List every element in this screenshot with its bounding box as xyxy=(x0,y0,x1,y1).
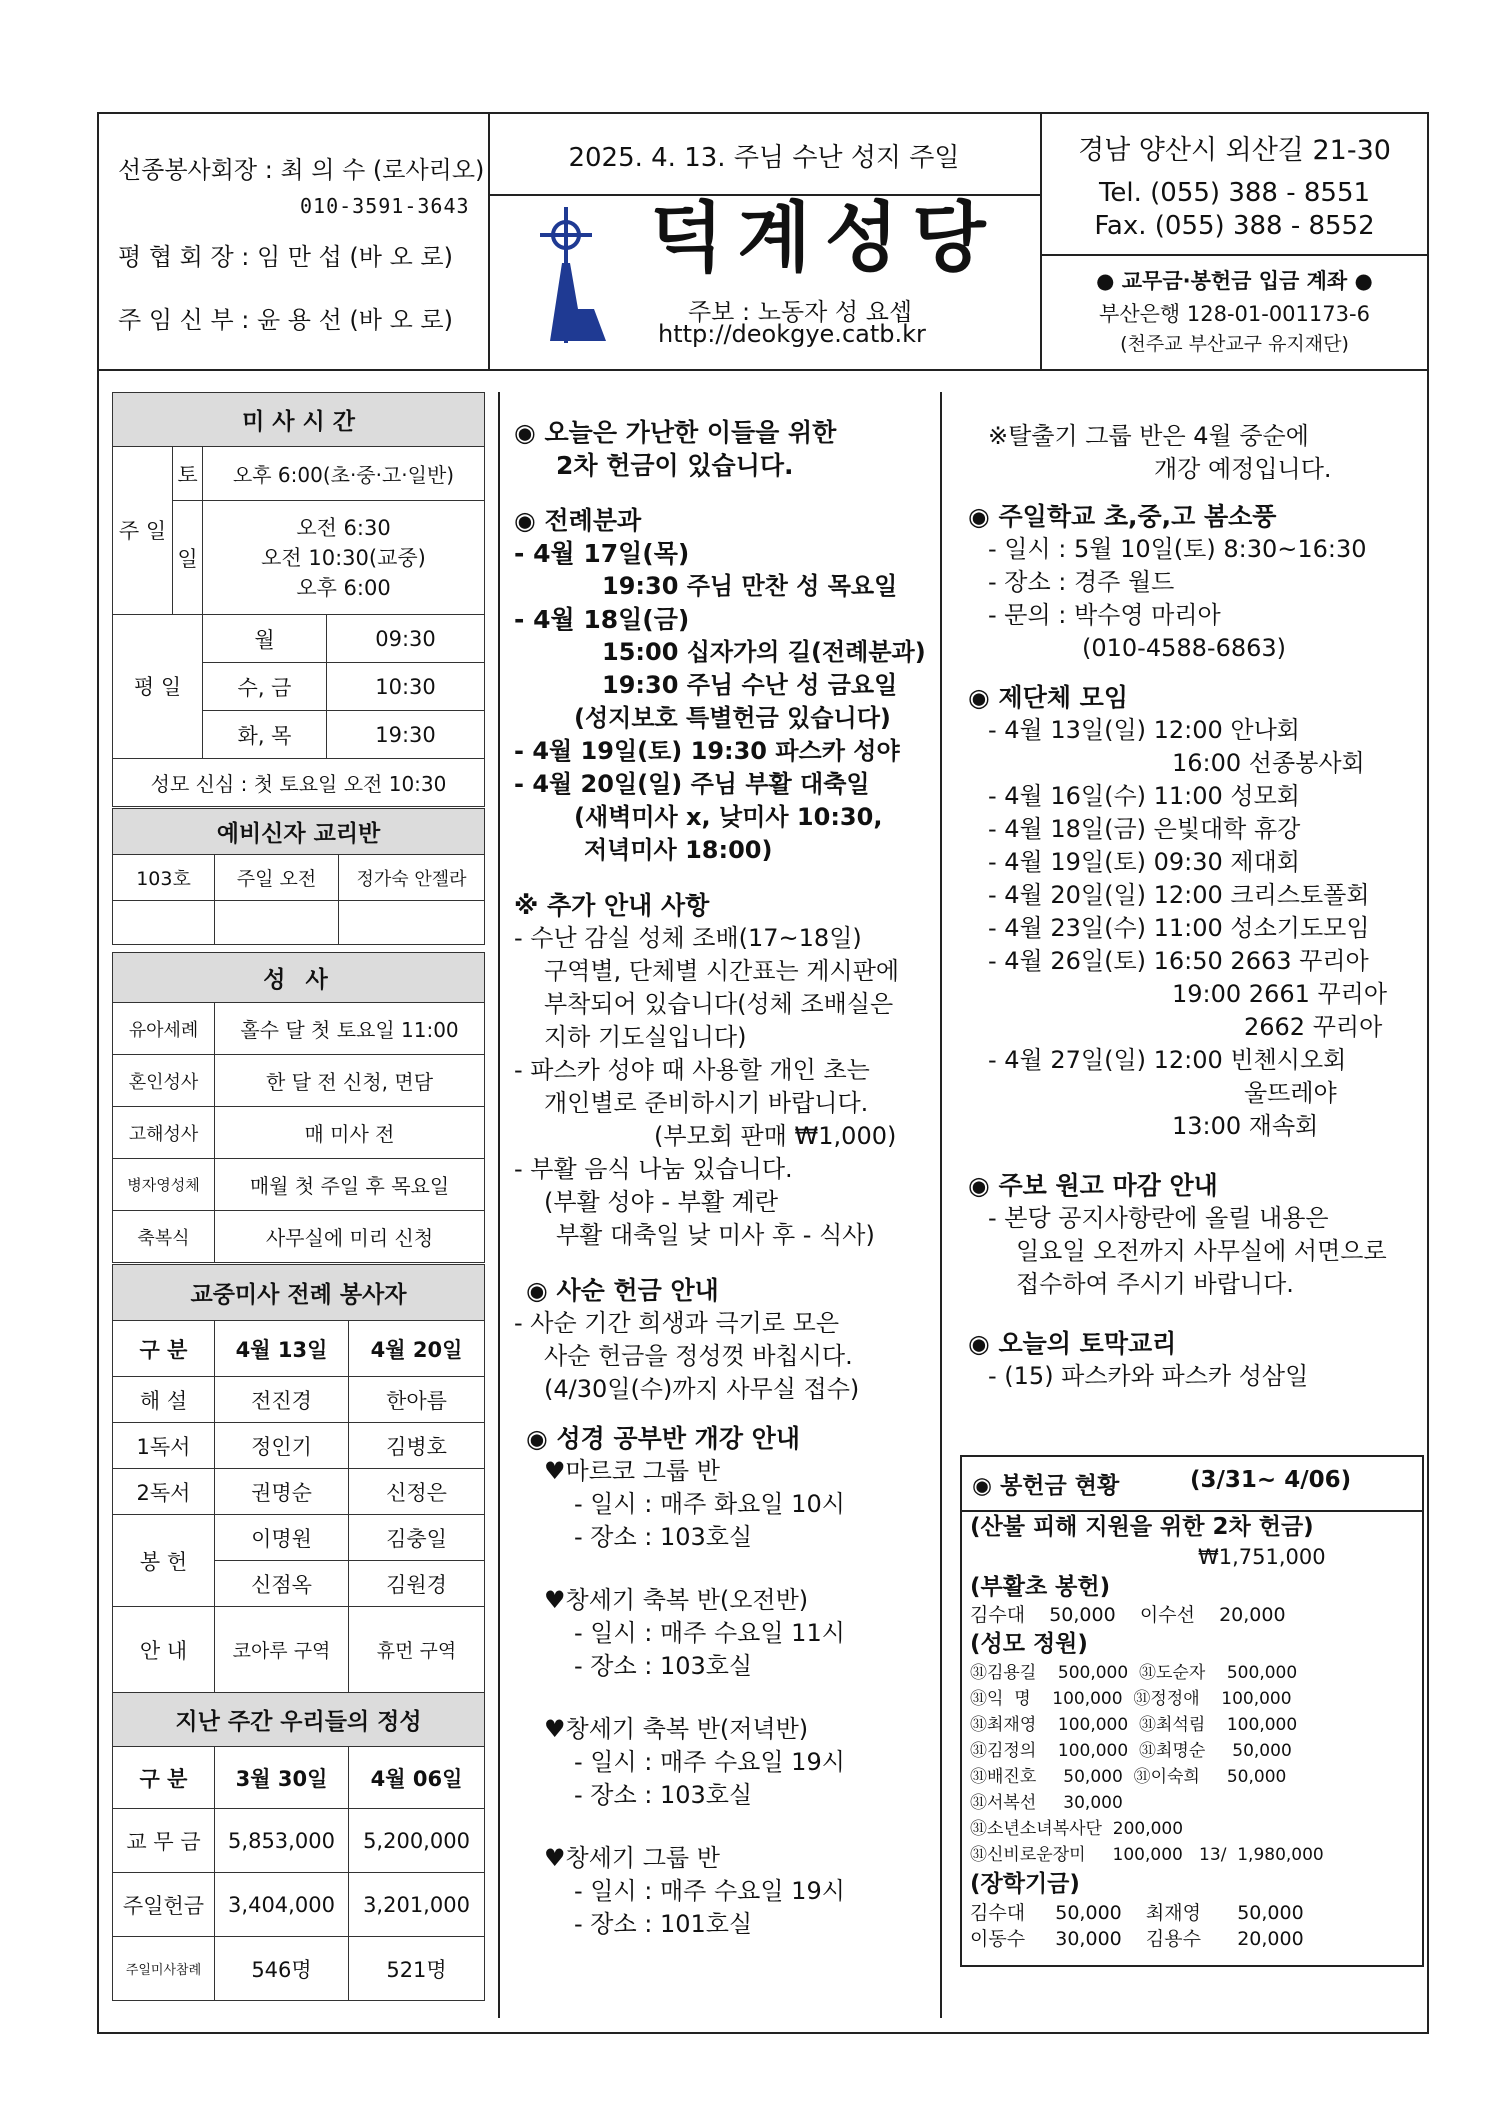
groups-meeting-line: 13:00 재속회 xyxy=(1172,1112,1319,1140)
church-name: 덕계성당 xyxy=(650,193,1000,282)
groups-meeting-line: 16:00 선종봉사회 xyxy=(1172,749,1365,777)
easter-candle-title: (부활초 봉헌) xyxy=(970,1574,1111,1600)
liturgy-line: 15:00 십자가의 길(전례분과) xyxy=(602,638,926,666)
saturday-time: 오후 6:00(초·중·고·일반) xyxy=(203,447,485,501)
server-name: 정인기 xyxy=(215,1423,349,1469)
weekday-label: 평 일 xyxy=(113,615,203,759)
server-role: 2독서 xyxy=(113,1469,215,1515)
server-name: 신점옥 xyxy=(215,1561,349,1607)
servers-header: 4월 20일 xyxy=(349,1321,485,1377)
date-title: 2025. 4. 13. 주님 수난 성지 주일 xyxy=(568,143,960,173)
extra-notice-line: 개인별로 준비하시기 바랍니다. xyxy=(544,1089,869,1117)
scholarship-line: 이동수 30,000 김용수 20,000 xyxy=(970,1928,1304,1950)
mary-garden-line: ㉛배진호 50,000 ㉛이숙희 50,000 xyxy=(970,1767,1287,1787)
website-link[interactable]: http://deokgye.catb.kr xyxy=(658,320,926,348)
liturgy-title: ◉ 전례분과 xyxy=(514,506,642,535)
officer-3: 주 임 신 부 : 윤 용 선 (바 오 로) xyxy=(118,306,453,334)
bulletin-deadline-line: 접수하여 주시기 바랍니다. xyxy=(1016,1270,1294,1298)
second-collection-subtitle: 2차 헌금이 있습니다. xyxy=(556,451,794,480)
weekday-day: 수, 금 xyxy=(203,663,327,711)
address: 경남 양산시 외산길 21-30 xyxy=(1078,135,1391,166)
groups-meeting-line: 2662 꾸리아 xyxy=(1244,1013,1383,1041)
patron: 주보 : 노동자 성 요셉 xyxy=(688,298,913,326)
liturgy-line: - 4월 17일(목) xyxy=(514,539,690,568)
server-name: 권명순 xyxy=(215,1469,349,1515)
servers-title: 교중미사 전례 봉사자 xyxy=(113,1265,485,1321)
liturgy-line: - 4월 18일(금) xyxy=(514,605,690,634)
groups-meeting-line: - 4월 23일(수) 11:00 성소기도모임 xyxy=(988,914,1370,942)
sacrament-desc: 사무실에 미리 신청 xyxy=(215,1211,485,1263)
lent-offering-line: - 사순 기간 희생과 극기로 모은 xyxy=(514,1309,840,1337)
groups-meeting-line: - 4월 20일(일) 12:00 크리스토폴회 xyxy=(988,881,1370,909)
mass-times-title: 미 사 시 간 xyxy=(113,393,485,447)
sunday-school-line: - 문의 : 박수영 마리아 xyxy=(988,601,1221,629)
sacrament-desc: 한 달 전 신청, 면담 xyxy=(215,1055,485,1107)
groups-meeting-line: - 4월 13일(일) 12:00 안나회 xyxy=(988,716,1300,744)
catechumen-room: 103호 xyxy=(113,855,215,901)
sacrament-desc: 홀수 달 첫 토요일 11:00 xyxy=(215,1003,485,1055)
catechumen-teacher: 정가숙 안젤라 xyxy=(339,855,485,901)
extra-notice-line: - 파스카 성야 때 사용할 개인 초는 xyxy=(514,1056,870,1084)
account-holder: (천주교 부산교구 유지재단) xyxy=(1120,333,1349,355)
catechism-title: ◉ 오늘의 토막교리 xyxy=(968,1329,1177,1358)
offering-label: 주일헌금 xyxy=(113,1873,215,1937)
bible-study-group: ♥창세기 축복 반(저녁반) xyxy=(544,1715,809,1743)
server-name: 휴먼 구역 xyxy=(349,1607,485,1693)
server-name: 김병호 xyxy=(349,1423,485,1469)
bible-study-place: - 장소 : 103호실 xyxy=(574,1652,753,1680)
catechumen-table xyxy=(112,808,485,945)
middle-column xyxy=(514,416,934,1941)
catechumen-title: 예비신자 교리반 xyxy=(113,809,485,855)
donations-period: (3/31~ 4/06) xyxy=(1190,1467,1352,1493)
bible-study-time: - 일시 : 매주 수요일 11시 xyxy=(574,1619,845,1647)
sunday-school-line: - 일시 : 5월 10일(토) 8:30~16:30 xyxy=(988,535,1367,563)
servers-table xyxy=(112,1264,485,1693)
sacraments-title: 성 사 xyxy=(113,953,485,1003)
server-name: 김원경 xyxy=(349,1561,485,1607)
liturgy-line: - 4월 20일(일) 주님 부활 대축일 xyxy=(514,770,870,798)
groups-meeting-line: - 4월 19일(토) 09:30 제대회 xyxy=(988,848,1300,876)
extra-notice-line: - 부활 음식 나눔 있습니다. xyxy=(514,1155,793,1183)
officer-phone: 010-3591-3643 xyxy=(300,194,470,218)
offering-value: 3,201,000 xyxy=(349,1873,485,1937)
servers-header: 구 분 xyxy=(113,1321,215,1377)
groups-meeting-line: 울뜨레야 xyxy=(1244,1079,1337,1107)
scholarship-title: (장학기금) xyxy=(970,1871,1080,1897)
officer-2: 평 협 회 장 : 임 만 섭 (바 오 로) xyxy=(118,243,453,271)
sunday-school-line: - 장소 : 경주 월드 xyxy=(988,568,1175,596)
donations-title: ◉ 봉헌금 현황 xyxy=(972,1473,1120,1499)
sacrament-name: 병자영성체 xyxy=(113,1159,215,1211)
sacrament-name: 축복식 xyxy=(113,1211,215,1263)
server-name: 신정은 xyxy=(349,1469,485,1515)
sacrament-name: 유아세례 xyxy=(113,1003,215,1055)
exodus-notice: 개강 예정입니다. xyxy=(1154,455,1332,483)
tel: Tel. (055) 388 - 8551 xyxy=(1098,178,1371,208)
groups-meeting-line: - 4월 27일(일) 12:00 빈첸시오회 xyxy=(988,1046,1347,1074)
bible-study-group: ♥마르코 그룹 반 xyxy=(544,1457,720,1485)
weekday-time: 10:30 xyxy=(327,663,485,711)
server-name: 코아루 구역 xyxy=(215,1607,349,1693)
weekday-time: 09:30 xyxy=(327,615,485,663)
offering-label: 주일미사참례 xyxy=(113,1937,215,2001)
offering-label: 교 무 금 xyxy=(113,1809,215,1873)
bible-study-group: ♥창세기 축복 반(오전반) xyxy=(544,1586,809,1614)
offering-value: 5,200,000 xyxy=(349,1809,485,1873)
groups-meeting-line: 19:00 2661 꾸리아 xyxy=(1172,980,1388,1008)
wildfire-amount: ₩1,751,000 xyxy=(1198,1545,1326,1569)
wildfire-title: (산불 피해 지원을 위한 2차 헌금) xyxy=(970,1514,1314,1540)
server-name: 이명원 xyxy=(215,1515,349,1561)
lent-offering-line: (4/30일(수)까지 사무실 접수) xyxy=(544,1375,860,1403)
sacrament-desc: 매 미사 전 xyxy=(215,1107,485,1159)
middle-column-border-left xyxy=(498,392,500,2018)
second-collection-title: ◉ 오늘은 가난한 이들을 위한 xyxy=(514,418,837,447)
liturgy-line: 19:30 주님 만찬 성 목요일 xyxy=(602,572,898,600)
marian-devotion-note: 성모 신심 : 첫 토요일 오전 10:30 xyxy=(113,759,485,807)
mary-garden-line: ㉛최재영 100,000 ㉛최석림 100,000 xyxy=(970,1715,1298,1735)
servers-header: 4월 13일 xyxy=(215,1321,349,1377)
weekday-time: 19:30 xyxy=(327,711,485,759)
donations-content xyxy=(970,1512,1422,1952)
header-divider xyxy=(97,369,1429,371)
account-title: ● 교무금·봉헌금 입금 계좌 ● xyxy=(1096,269,1373,293)
mary-garden-line: ㉛김정의 100,000 ㉛최명순 50,000 xyxy=(970,1741,1292,1761)
extra-notice-line: (부활 성야 - 부활 계란 xyxy=(544,1188,779,1216)
groups-meeting-line: - 4월 26일(토) 16:50 2663 꾸리아 xyxy=(988,947,1369,975)
liturgy-line: (성지보호 특별헌금 있습니다) xyxy=(574,704,891,732)
svg-text:1999: 1999 xyxy=(548,344,571,353)
groups-meeting-line: - 4월 18일(금) 은빛대학 휴강 xyxy=(988,815,1301,843)
officer-1: 선종봉사회장 : 최 의 수 (로사리오) xyxy=(118,156,485,184)
bulletin-deadline-line: - 본당 공지사항란에 올릴 내용은 xyxy=(988,1204,1329,1232)
extra-notice-line: 지하 기도실입니다) xyxy=(544,1023,747,1051)
sunday-times: 오전 6:30 오전 10:30(교중) 오후 6:00 xyxy=(203,501,485,615)
bulletin-deadline-title: ◉ 주보 원고 마감 안내 xyxy=(968,1171,1218,1200)
mary-garden-line: ㉛서복선 30,000 xyxy=(970,1793,1123,1813)
sacrament-desc: 매월 첫 주일 후 목요일 xyxy=(215,1159,485,1211)
sacrament-name: 혼인성사 xyxy=(113,1055,215,1107)
server-role: 안 내 xyxy=(113,1607,215,1693)
server-role: 1독서 xyxy=(113,1423,215,1469)
middle-column-border-right xyxy=(940,392,942,2018)
sunday-day-label: 일 xyxy=(173,501,203,615)
server-name: 김충일 xyxy=(349,1515,485,1561)
offerings-header: 3월 30일 xyxy=(215,1747,349,1809)
bible-study-time: - 일시 : 매주 수요일 19시 xyxy=(574,1748,845,1776)
groups-meeting-title: ◉ 제단체 모임 xyxy=(968,683,1128,712)
sacrament-name: 고해성사 xyxy=(113,1107,215,1159)
extra-notice-line: 부활 대축일 낮 미사 후 - 식사) xyxy=(556,1221,875,1249)
mass-times-table xyxy=(112,392,485,807)
liturgy-line: 저녁미사 18:00) xyxy=(584,836,773,864)
server-name: 전진경 xyxy=(215,1377,349,1423)
offering-value: 521명 xyxy=(349,1937,485,2001)
lent-offering-line: 사순 헌금을 정성껏 바칩시다. xyxy=(544,1342,853,1370)
mary-garden-line: ㉛소년소녀복사단 200,000 xyxy=(970,1819,1184,1839)
bible-study-title: ◉ 성경 공부반 개강 안내 xyxy=(526,1424,800,1453)
liturgy-line: 19:30 주님 수난 성 금요일 xyxy=(602,671,898,699)
liturgy-line: - 4월 19일(토) 19:30 파스카 성야 xyxy=(514,737,900,765)
groups-meeting-line: - 4월 16일(수) 11:00 성모회 xyxy=(988,782,1300,810)
right-column xyxy=(958,420,1418,1393)
offering-value: 546명 xyxy=(215,1937,349,2001)
extra-notice-line: 부착되어 있습니다(성체 조배실은 xyxy=(544,990,894,1018)
mary-garden-line: ㉛김용길 500,000 ㉛도순자 500,000 xyxy=(970,1663,1298,1683)
mary-garden-title: (성모 정원) xyxy=(970,1631,1088,1657)
sacraments-table xyxy=(112,952,485,1263)
account-number: 부산은행 128-01-001173-6 xyxy=(1099,302,1370,326)
offering-value: 3,404,000 xyxy=(215,1873,349,1937)
bible-study-time: - 일시 : 매주 수요일 19시 xyxy=(574,1877,845,1905)
offerings-header: 구 분 xyxy=(113,1747,215,1809)
mary-garden-line: ㉛익 명 100,000 ㉛정정애 100,000 xyxy=(970,1689,1292,1709)
bible-study-place: - 장소 : 101호실 xyxy=(574,1910,753,1938)
bible-study-place: - 장소 : 103호실 xyxy=(574,1781,753,1809)
offering-value: 5,853,000 xyxy=(215,1809,349,1873)
sunday-school-title: ◉ 주일학교 초,중,고 봄소풍 xyxy=(968,502,1277,531)
weekday-day: 화, 목 xyxy=(203,711,327,759)
catechism-line: - (15) 파스카와 파스카 성삼일 xyxy=(988,1362,1309,1390)
liturgy-line: (새벽미사 x, 낮미사 10:30, xyxy=(574,803,883,831)
server-name: 한아름 xyxy=(349,1377,485,1423)
sunday-label: 주 일 xyxy=(113,447,173,615)
lent-offering-title: ◉ 사순 헌금 안내 xyxy=(526,1276,719,1305)
saturday-label: 토 xyxy=(173,447,203,501)
server-role: 봉 헌 xyxy=(113,1515,215,1607)
server-role: 해 설 xyxy=(113,1377,215,1423)
extra-notice-line: (부모회 판매 ₩1,000) xyxy=(654,1122,897,1150)
weekday-day: 월 xyxy=(203,615,327,663)
bulletin-deadline-line: 일요일 오전까지 사무실에 서면으로 xyxy=(1016,1237,1387,1265)
exodus-notice: ※탈출기 그룹 반은 4월 중순에 xyxy=(988,422,1309,450)
bible-study-group: ♥창세기 그룹 반 xyxy=(544,1844,720,1872)
offerings-header: 4월 06일 xyxy=(349,1747,485,1809)
easter-candle-line: 김수대 50,000 이수선 20,000 xyxy=(970,1604,1286,1626)
weekly-offerings-table xyxy=(112,1692,485,2001)
scholarship-line: 김수대 50,000 최재영 50,000 xyxy=(970,1902,1304,1924)
address-divider xyxy=(1040,254,1429,256)
bible-study-time: - 일시 : 매주 화요일 10시 xyxy=(574,1490,845,1518)
sunday-school-line: (010-4588-6863) xyxy=(1082,634,1287,662)
mary-garden-line: ㉛신비로운장미 100,000 13/ 1,980,000 xyxy=(970,1845,1324,1865)
extra-notice-title: ※ 추가 안내 사항 xyxy=(514,891,710,920)
fax: Fax. (055) 388 - 8552 xyxy=(1094,211,1375,241)
church-logo xyxy=(538,205,618,353)
weekly-offerings-title: 지난 주간 우리들의 정성 xyxy=(113,1693,485,1747)
extra-notice-line: 구역별, 단체별 시간표는 게시판에 xyxy=(544,957,900,985)
bible-study-place: - 장소 : 103호실 xyxy=(574,1523,753,1551)
catechumen-time: 주일 오전 xyxy=(215,855,339,901)
extra-notice-line: - 수난 감실 성체 조배(17~18일) xyxy=(514,924,862,952)
